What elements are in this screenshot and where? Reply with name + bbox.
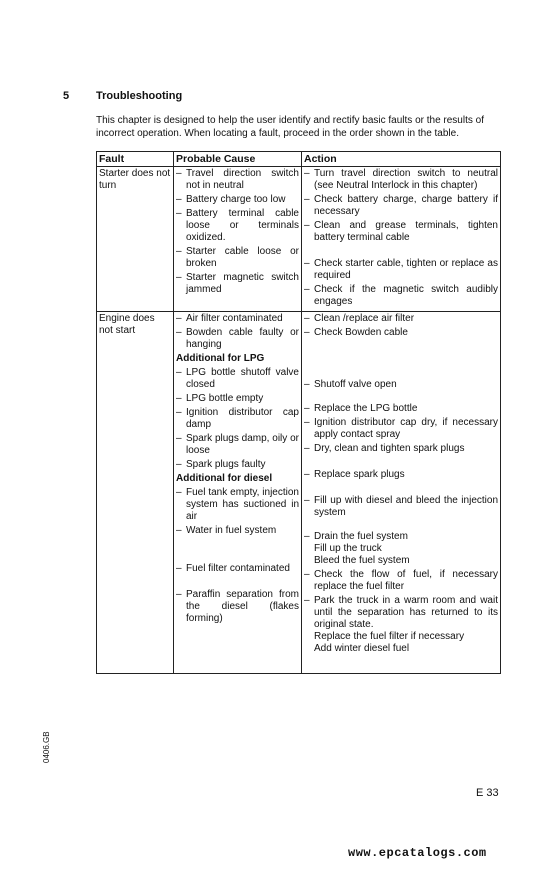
list-item: – Fill up with diesel and bleed the injection system xyxy=(304,495,498,518)
list-item: – Park the truck in a warm room and wait until the separation has returned to its original state. Replace the fuel filter if necessary Add winter diesel fuel xyxy=(304,595,498,654)
header-action: Action xyxy=(302,152,501,167)
list-item: – Clean /replace air filter xyxy=(304,313,415,324)
action-cell xyxy=(302,167,501,312)
list-item: – LPG bottle shutoff valve closed xyxy=(176,367,299,390)
list-item: – Starter cable loose or broken xyxy=(176,246,299,269)
section-number: 5 xyxy=(63,90,70,102)
troubleshooting-table xyxy=(96,151,501,674)
list-item: – Ignition distributor cap dry, if necessary apply contact spray xyxy=(304,417,498,440)
list-item: – Spark plugs faulty xyxy=(176,459,266,470)
list-item: – Shutoff valve open xyxy=(304,379,397,390)
list-item: – Water in fuel system xyxy=(176,525,277,536)
list-item: – Drain the fuel system Fill up the truck Bleed the fuel system xyxy=(304,531,410,566)
list-item: – Clean and grease terminals, tighten battery terminal cable xyxy=(304,220,498,243)
table-header-row xyxy=(97,152,501,167)
list-item: – Check starter cable, tighten or replace as required xyxy=(304,258,498,281)
subheading-diesel: Additional for diesel xyxy=(176,473,273,484)
list-item: – Paraffin separation from the diesel (flakes forming) xyxy=(176,589,299,624)
cause-cell xyxy=(174,312,302,674)
action-cell xyxy=(302,312,501,674)
list-item: – Air filter contaminated xyxy=(176,313,283,324)
list-item: – Replace the LPG bottle xyxy=(304,403,418,414)
list-item: – Check if the magnetic switch audibly engages xyxy=(304,284,498,307)
intro-paragraph: This chapter is designed to help the user identify and rectify basic faults or the results of incorrect operation. When locating a fault, proceed in the order shown in the table. xyxy=(96,115,484,139)
cause-cell xyxy=(174,167,302,312)
section-title: Troubleshooting xyxy=(96,90,183,102)
list-item: – Check Bowden cable xyxy=(304,327,408,338)
list-item: – Check battery charge, charge battery if necessary xyxy=(304,194,498,217)
fault-starter: Starter does not turn xyxy=(97,167,174,312)
list-item: – LPG bottle empty xyxy=(176,393,264,404)
list-item: – Check the flow of fuel, if necessary replace the fuel filter xyxy=(304,569,498,592)
list-item: – Starter magnetic switch jammed xyxy=(176,272,299,295)
list-item: – Dry, clean and tighten spark plugs xyxy=(304,443,465,454)
list-item: – Fuel tank empty, injection system has suctioned in air xyxy=(176,487,299,522)
list-item: – Ignition distributor cap damp xyxy=(176,407,299,430)
list-item: – Spark plugs damp, oily or loose xyxy=(176,433,299,456)
table-row xyxy=(97,167,501,312)
list-item: – Fuel filter contaminated xyxy=(176,563,290,574)
list-item: – Travel direction switch not in neutral xyxy=(176,168,299,191)
header-fault: Fault xyxy=(97,152,174,167)
list-item: – Battery terminal cable loose or terminals oxidized. xyxy=(176,208,299,243)
list-item: – Bowden cable faulty or hanging xyxy=(176,327,299,350)
document-code: 0406.GB xyxy=(42,731,51,763)
page-number: E 33 xyxy=(476,787,499,799)
table-row xyxy=(97,312,501,674)
header-probable-cause: Probable Cause xyxy=(174,152,302,167)
list-item: – Battery charge too low xyxy=(176,194,286,205)
list-item: – Replace spark plugs xyxy=(304,469,405,480)
subheading-lpg: Additional for LPG xyxy=(176,353,265,364)
website-watermark: www.epcatalogs.com xyxy=(348,846,487,860)
fault-engine: Engine does not start xyxy=(97,312,174,674)
list-item: – Turn travel direction switch to neutral (see Neutral Interlock in this chapter) xyxy=(304,168,498,191)
